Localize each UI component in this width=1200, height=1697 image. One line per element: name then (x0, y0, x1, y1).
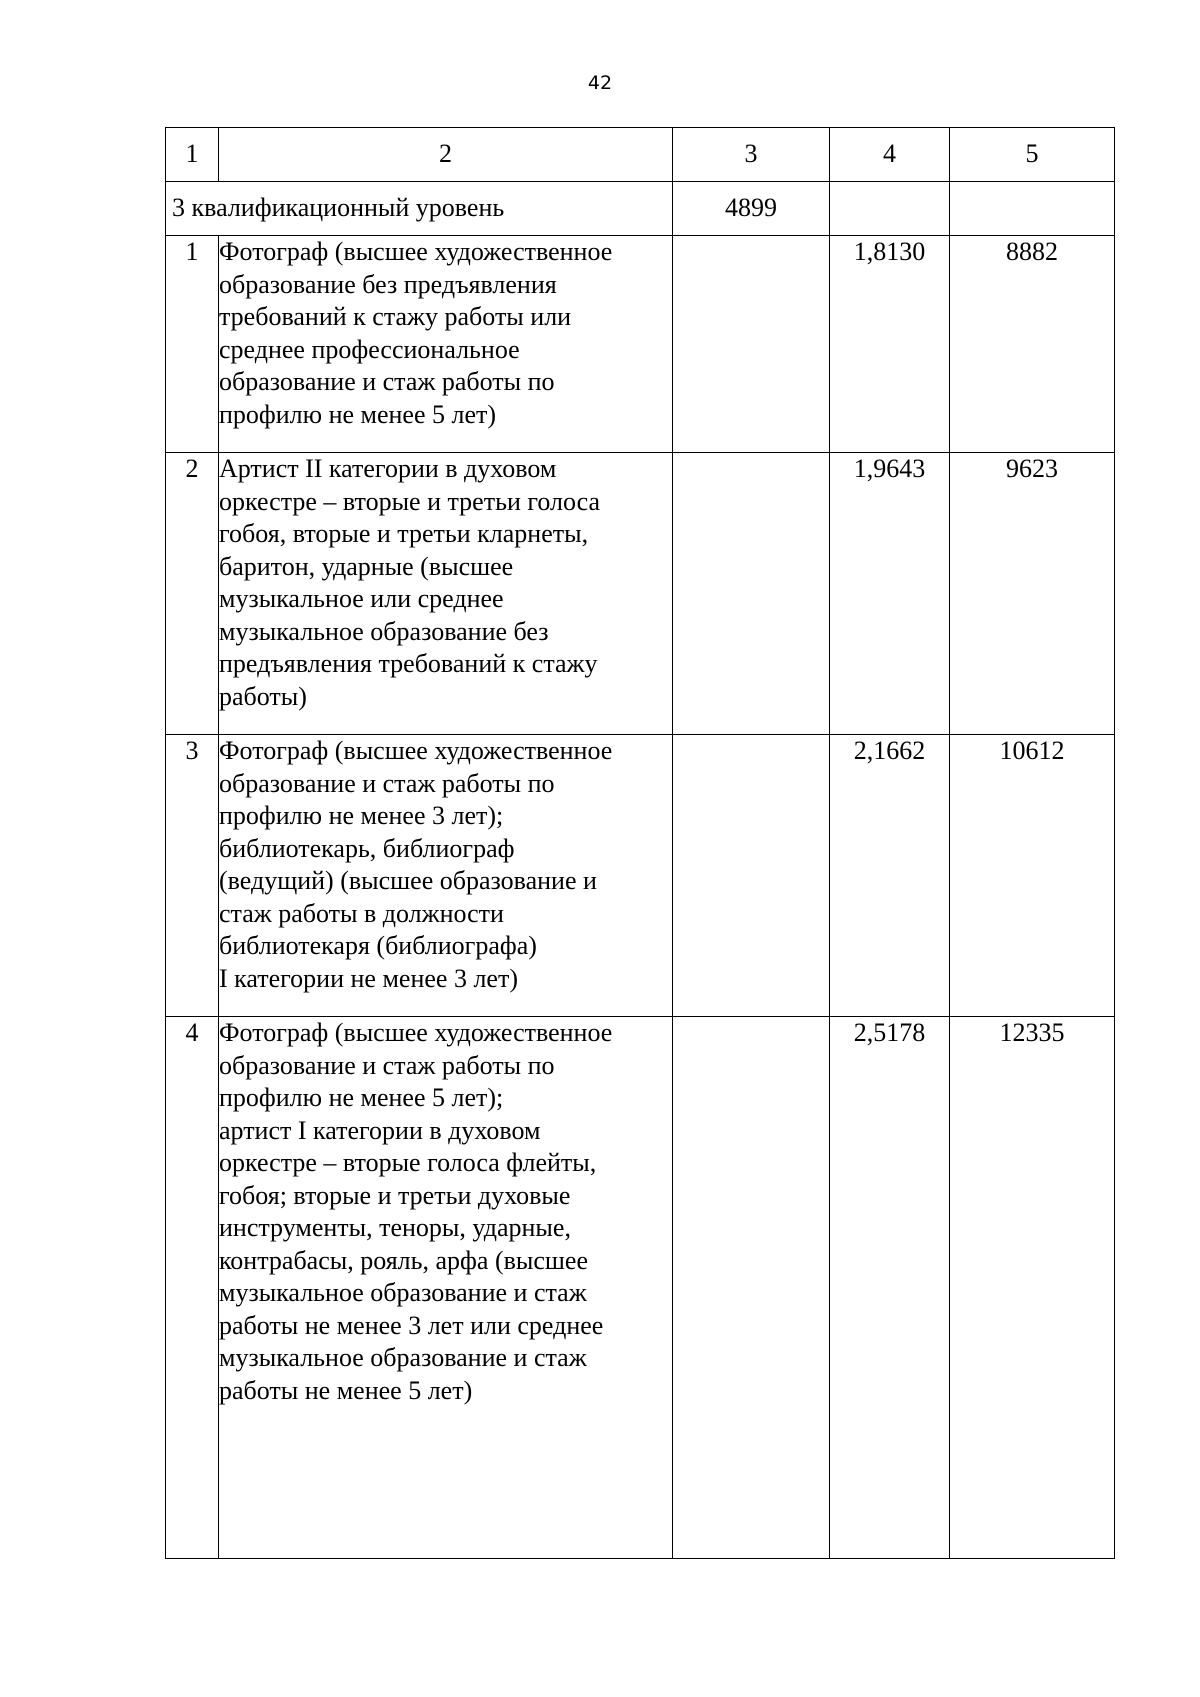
description-line: требований к стажу работы или (219, 302, 572, 331)
row-number: 1 (166, 236, 219, 453)
description-line: образование и стаж работы по (219, 367, 555, 396)
row-number: 3 (166, 735, 219, 1017)
description-line: оркестре – вторые голоса флейты, (219, 1148, 597, 1177)
description-line: баритон, ударные (высшее (219, 551, 514, 581)
header-cell: 1 (166, 128, 219, 182)
description-line: работы) (219, 681, 307, 711)
page-number: 42 (587, 72, 613, 94)
description-line: профилю не менее 5 лет) (219, 399, 497, 429)
description-line: библиотекарь, библиограф (219, 833, 515, 863)
qualification-level-row (166, 182, 1115, 236)
empty-cell (950, 182, 1115, 236)
table-row (166, 1017, 1115, 1559)
description-line: инструменты, теноры, ударные, (219, 1213, 571, 1242)
position-description (219, 453, 673, 735)
position-description (219, 735, 673, 1017)
description-line: гобоя, вторые и третьи кларнеты, (219, 519, 589, 548)
table-row (166, 735, 1115, 1017)
empty-cell (830, 182, 950, 236)
row-number: 4 (166, 1017, 219, 1559)
position-description (219, 236, 673, 453)
empty-cell (673, 453, 830, 735)
empty-cell (673, 236, 830, 453)
header-cell: 5 (950, 128, 1115, 182)
description-line: Фотограф (высшее художественное (219, 1018, 613, 1047)
table-header-row (166, 128, 1115, 182)
description-line: работы не менее 5 лет) (219, 1375, 473, 1405)
empty-cell (673, 1017, 830, 1559)
coefficient-cell: 1,8130 (830, 236, 950, 453)
description-line: работы не менее 3 лет или среднее (219, 1310, 604, 1340)
description-line: I категории не менее 3 лет) (219, 963, 518, 993)
description-line: Артист II категории в духовом (219, 454, 557, 483)
salary-cell: 10612 (950, 735, 1115, 1017)
description-line: образование и стаж работы по (219, 768, 555, 798)
description-line: предъявления требований к стажу (219, 649, 598, 678)
description-line: среднее профессиональное (219, 334, 520, 364)
description-line: музыкальное образование и стаж (219, 1343, 587, 1372)
description-line: образование без предъявления (219, 269, 557, 299)
description-line: Фотограф (высшее художественное (219, 237, 613, 266)
table-row (166, 453, 1115, 735)
coefficient-cell: 2,5178 (830, 1017, 950, 1559)
header-cell: 4 (830, 128, 950, 182)
description-line: образование и стаж работы по (219, 1050, 555, 1080)
salary-cell: 9623 (950, 453, 1115, 735)
coefficient-cell: 1,9643 (830, 453, 950, 735)
description-line: гобоя; вторые и третьи духовые (219, 1180, 571, 1210)
description-line: контрабасы, рояль, арфа (высшее (219, 1245, 588, 1275)
description-line: библиотекаря (библиографа) (219, 931, 537, 960)
position-description (219, 1017, 673, 1559)
description-line: стаж работы в должности (219, 898, 504, 928)
description-line: Фотограф (высшее художественное (219, 736, 613, 765)
qualification-level-label: 3 квалификационный уровень (166, 182, 673, 236)
row-number: 2 (166, 453, 219, 735)
salary-cell: 12335 (950, 1017, 1115, 1559)
salary-cell: 8882 (950, 236, 1115, 453)
header-cell: 3 (673, 128, 830, 182)
description-line: оркестре – вторые и третьи голоса (219, 486, 601, 516)
description-line: музыкальное образование и стаж (219, 1278, 587, 1307)
header-cell: 2 (219, 128, 673, 182)
description-line: артист I категории в духовом (219, 1115, 541, 1145)
table-row (166, 236, 1115, 453)
description-line: музыкальное образование без (219, 616, 549, 646)
description-line: профилю не менее 3 лет); (219, 801, 504, 830)
base-salary-cell: 4899 (673, 182, 830, 236)
coefficient-cell: 2,1662 (830, 735, 950, 1017)
empty-cell (673, 735, 830, 1017)
description-line: (ведущий) (высшее образование и (219, 866, 597, 895)
description-line: музыкальное или среднее (219, 584, 504, 613)
description-line: профилю не менее 5 лет); (219, 1083, 504, 1112)
salary-table (165, 127, 1115, 1559)
